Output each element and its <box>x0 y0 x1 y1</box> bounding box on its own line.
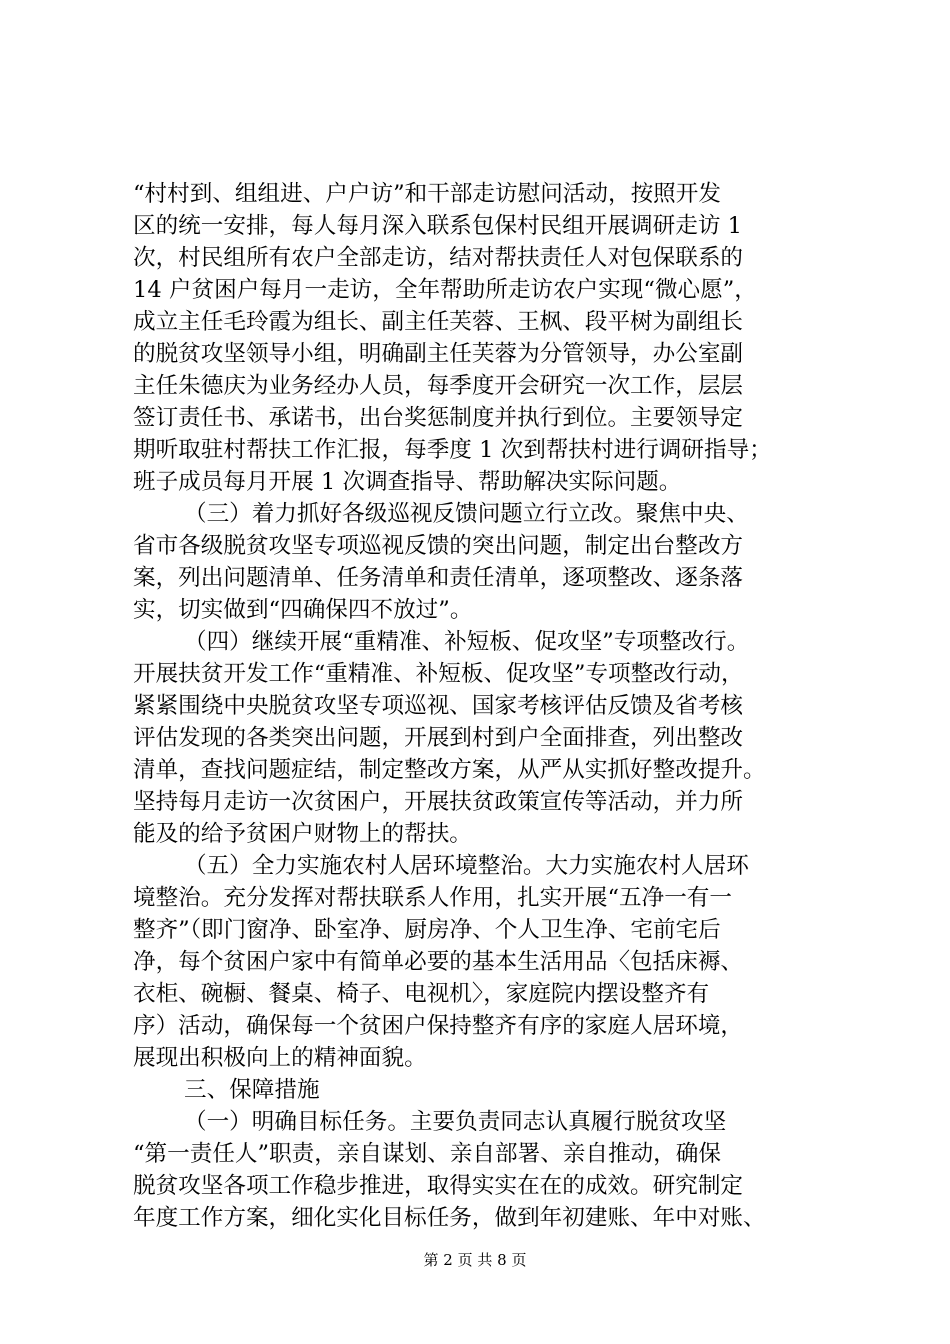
text-line: 班子成员每月开展 1 次调查指导、帮助解决实际问题。 <box>133 469 682 495</box>
text-line: 期听取驻村帮扶工作汇报，每季度 1 次到帮扶村进行调研指导； <box>133 437 772 463</box>
text-line: 序）活动，确保每一个贫困户保持整齐有序的家庭人居环境， <box>133 1013 744 1039</box>
text-line: 能及的给予贫困户财物上的帮扶。 <box>133 821 472 847</box>
text-line: （三）着力抓好各级巡视反馈问题立行立改。聚焦中央、 <box>184 501 749 527</box>
text-line: 14 户贫困户每月一走访，全年帮助所走访农户实现“微心愿”， <box>133 277 757 303</box>
text-line: 紧紧围绕中央脱贫攻坚专项巡视、国家考核评估反馈及省考核 <box>133 693 744 719</box>
text-line: 展现出积极向上的精神面貌。 <box>133 1045 427 1071</box>
text-line: “村村到、组组进、户户访”和干部走访慰问活动，按照开发 <box>133 181 721 207</box>
text-line: 年度工作方案，细化实化目标任务，做到年初建账、年中对账、 <box>133 1205 766 1231</box>
text-line: 境整治。充分发挥对帮扶联系人作用，扎实开展“五净一有一 <box>133 885 732 911</box>
text-line: 成立主任毛玲霞为组长、副主任芙蓉、王枫、段平树为副组长 <box>133 309 744 335</box>
text-line: （四）继续开展“重精准、补短板、促攻坚”专项整改行。 <box>184 629 750 655</box>
text-line: 清单，查找问题症结，制定整改方案，从严从实抓好整改提升。 <box>133 757 766 783</box>
text-line: 签订责任书、承诺书，出台奖惩制度并执行到位。主要领导定 <box>133 405 744 431</box>
text-line: 案，列出问题清单、任务清单和责任清单，逐项整改、逐条落 <box>133 565 744 591</box>
text-line: 衣柜、碗橱、餐桌、椅子、电视机〉，家庭院内摆设整齐有 <box>133 981 710 1007</box>
text-line: 整齐”（即门窗净、卧室净、厨房净、个人卫生净、宅前宅后 <box>133 917 721 943</box>
text-line: 主任朱德庆为业务经办人员，每季度开会研究一次工作，层层 <box>133 373 744 399</box>
page-footer: 第 2 页 共 8 页 <box>423 1251 527 1269</box>
text-line: （五）全力实施农村人居环境整治。大力实施农村人居环 <box>184 853 749 879</box>
text-line: 脱贫攻坚各项工作稳步推进，取得实实在在的成效。研究制定 <box>133 1173 744 1199</box>
text-line: 省市各级脱贫攻坚专项巡视反馈的突出问题，制定出台整改方 <box>133 533 744 559</box>
text-line: 次，村民组所有农户全部走访，结对帮扶责任人对包保联系的 <box>133 245 744 271</box>
text-line: 开展扶贫开发工作“重精准、补短板、促攻坚”专项整改行动， <box>133 661 744 687</box>
text-line: “第一责任人”职责，亲自谋划、亲自部署、亲自推动，确保 <box>133 1141 721 1167</box>
text-line: 坚持每月走访一次贫困户，开展扶贫政策宣传等活动，并力所 <box>133 789 744 815</box>
text-line: 评估发现的各类突出问题，开展到村到户全面排查，列出整改 <box>133 725 744 751</box>
text-line: 三、保障措施 <box>184 1077 320 1103</box>
body-text <box>133 178 845 1234</box>
text-line: 区的统一安排，每人每月深入联系包保村民组开展调研走访 1 <box>133 213 742 239</box>
text-line: 实，切实做到“四确保四不放过”。 <box>133 597 473 623</box>
text-line: （一）明确目标任务。主要负责同志认真履行脱贫攻坚 <box>184 1109 727 1135</box>
text-line: 净，每个贫困户家中有简单必要的基本生活用品〈包括床褥、 <box>133 949 744 975</box>
text-line: 的脱贫攻坚领导小组，明确副主任芙蓉为分管领导，办公室副 <box>133 341 744 367</box>
